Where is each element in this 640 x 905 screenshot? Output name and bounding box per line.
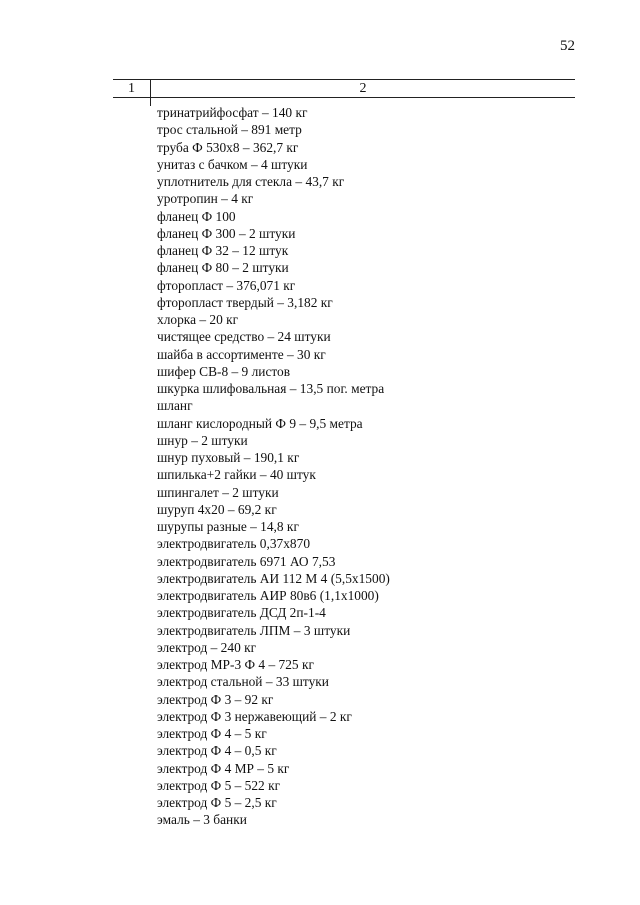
list-item: чистящее средство – 24 штуки <box>157 329 331 345</box>
list-item: шуруп 4х20 – 69,2 кг <box>157 501 277 517</box>
list-item: фторопласт твердый – 3,182 кг <box>157 294 333 310</box>
list-item: шнур – 2 штуки <box>157 432 248 448</box>
list-item: электродвигатель ЛПМ – 3 штуки <box>157 622 351 638</box>
page-number: 52 <box>560 38 575 54</box>
list-item: электродвигатель АИ 112 М 4 (5,5х1500) <box>157 570 390 586</box>
list-item: электрод Ф 5 – 2,5 кг <box>157 795 277 810</box>
list-item: шпилька+2 гайки – 40 штук <box>157 467 316 483</box>
list-item: шайба в ассортименте – 30 кг <box>157 346 326 362</box>
list-item: фланец Ф 80 – 2 штуки <box>157 260 289 276</box>
list-item: трос стальной – 891 метр <box>157 122 302 138</box>
table-header <box>113 79 575 98</box>
list-item: шурупы разные – 14,8 кг <box>157 519 299 534</box>
list-item: фланец Ф 300 – 2 штуки <box>157 225 296 241</box>
list-item: электрод – 240 кг <box>157 639 257 655</box>
table-header-col2: 2 <box>359 81 367 96</box>
column-divider-stub <box>150 96 151 106</box>
list-item: электрод Ф 3 – 92 кг <box>157 691 274 707</box>
list-item: фторопласт – 376,071 кг <box>157 277 296 293</box>
list-item: фланец Ф 100 <box>157 208 236 224</box>
list-item: электродвигатель 6971 АО 7,53 <box>157 553 336 569</box>
list-item: электрод стальной – 33 штуки <box>157 674 329 690</box>
list-item: шпингалет – 2 штуки <box>157 484 279 500</box>
list-item: уротропин – 4 кг <box>157 191 254 207</box>
list-item: электрод Ф 4 – 0,5 кг <box>157 743 277 759</box>
list-item: шнур пуховый – 190,1 кг <box>157 450 300 465</box>
list-item: шкурка шлифовальная – 13,5 пог. метра <box>157 381 385 396</box>
list-item: уплотнитель для стекла – 43,7 кг <box>157 174 345 189</box>
list-item: шифер СВ-8 – 9 листов <box>157 363 291 379</box>
list-item: унитаз с бачком – 4 штуки <box>157 156 308 172</box>
list-item: шланг <box>157 398 193 414</box>
list-item: труба Ф 530х8 – 362,7 кг <box>157 139 299 155</box>
list-item: электрод Ф 3 нержавеющий – 2 кг <box>157 708 352 724</box>
list-item: электрод Ф 5 – 522 кг <box>157 777 281 793</box>
list-item: электродвигатель ДСД 2п-1-4 <box>157 605 326 621</box>
list-item: шланг кислородный Ф 9 – 9,5 метра <box>157 415 363 431</box>
list-item: электрод МР-3 Ф 4 – 725 кг <box>157 657 314 672</box>
list-item: хлорка – 20 кг <box>157 312 239 327</box>
list-item: электродвигатель 0,37х870 <box>157 536 311 552</box>
list-item: электрод Ф 4 МР – 5 кг <box>157 760 290 776</box>
list-item: эмаль – 3 банки <box>157 812 247 828</box>
item-list <box>157 104 390 829</box>
list-item: электродвигатель АИР 80в6 (1,1х1000) <box>157 588 379 603</box>
list-item: электрод Ф 4 – 5 кг <box>157 726 267 741</box>
list-item: тринатрийфосфат – 140 кг <box>157 105 308 120</box>
list-item: фланец Ф 32 – 12 штук <box>157 243 289 258</box>
table-header-col1: 1 <box>128 81 135 96</box>
